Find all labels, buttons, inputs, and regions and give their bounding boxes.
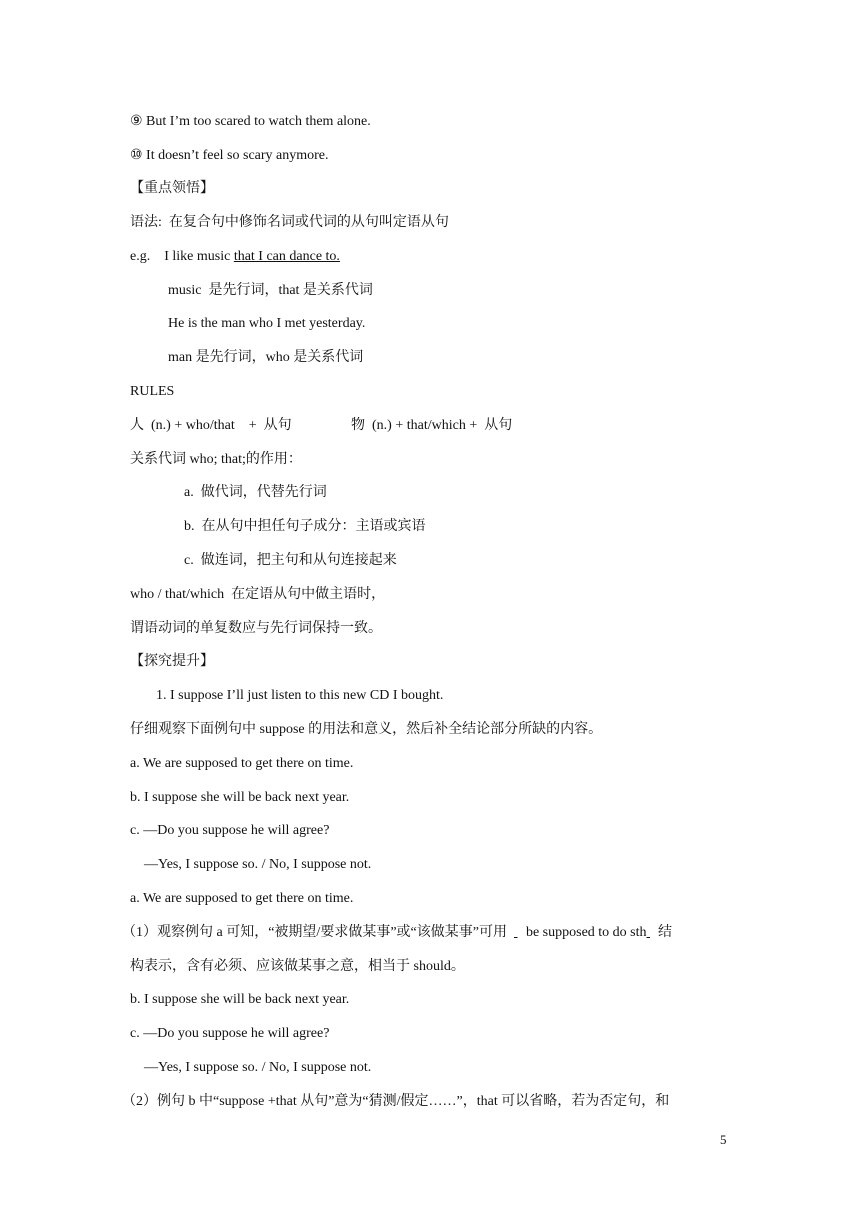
section-heading-key-points: 【重点领悟】 [130,181,214,196]
blank-answer: be supposed to do sth [525,925,647,940]
blank-trail [647,924,655,942]
conclusion-1-tail: 结 [654,925,673,940]
conclusion-1-line-2: 构表示，含有必须、应该做某事之意，相当于 should。 [130,959,465,974]
example-b: b. I suppose she will be back next year. [130,790,350,805]
eg-line [130,248,340,266]
subject-rule-1: who / that/which 在定语从句中做主语时， [130,587,386,602]
rules-heading: RULES [130,384,175,399]
example-a-repeat: a. We are supposed to get there on time. [130,891,354,906]
example-c-answer: —Yes, I suppose so. / No, I suppose not. [144,857,372,872]
conclusion-1-line-1 [122,924,672,942]
page-number: 5 [720,1132,727,1147]
inquiry-item-1: 1. I suppose I’ll just listen to this new CD I bought. [156,688,444,703]
eg-prefix: e.g. I like music [130,249,234,264]
relative-pronoun-functions-heading: 关系代词 who; that;的作用： [130,452,302,467]
example-sentence-10: ⑩ It doesn’t feel so scary anymore. [130,148,329,163]
subject-rule-2: 谓语动词的单复数应与先行词保持一致。 [130,621,382,636]
example-c-question: c. —Do you suppose he will agree? [130,823,330,838]
antecedent-note-1: music 是先行词，that 是关系代词 [168,283,373,298]
function-c: c. 做连词，把主句和从句连接起来 [184,553,397,568]
observation-instruction: 仔细观察下面例句中 suppose 的用法和意义，然后补全结论部分所缺的内容。 [130,722,603,737]
conclusion-1-text: （1）观察例句 a 可知，“被期望/要求做某事”或“该做某事”可用 [122,925,514,940]
blank-lead [514,924,526,942]
antecedent-note-2: man 是先行词，who 是关系代词 [168,350,364,365]
function-b: b. 在从句中担任句子成分：主语或宾语 [184,519,426,534]
function-a: a. 做代词，代替先行词 [184,485,327,500]
rule-person: 人 (n.) + who/that + 从句 [130,418,292,433]
eg-underlined-clause: that I can dance to. [233,249,340,264]
section-heading-inquiry: 【探究提升】 [130,654,214,669]
grammar-definition: 语法: 在复合句中修饰名词或代词的从句叫定语从句 [130,215,449,230]
rule-thing: 物 (n.) + that/which + 从句 [351,418,513,433]
example-c-question-repeat: c. —Do you suppose he will agree? [130,1026,330,1041]
example-sentence-9: ⑨ But I’m too scared to watch them alone. [130,114,371,129]
example-a: a. We are supposed to get there on time. [130,756,354,771]
example-b-repeat: b. I suppose she will be back next year. [130,992,350,1007]
example-sentence-man: He is the man who I met yesterday. [168,316,366,331]
conclusion-2-line-1: （2）例句 b 中“suppose +that 从句”意为“猜测/假定……”，that 可以省略，若为否定句，和 [122,1094,670,1109]
example-c-answer-repeat: —Yes, I suppose so. / No, I suppose not. [144,1060,372,1075]
